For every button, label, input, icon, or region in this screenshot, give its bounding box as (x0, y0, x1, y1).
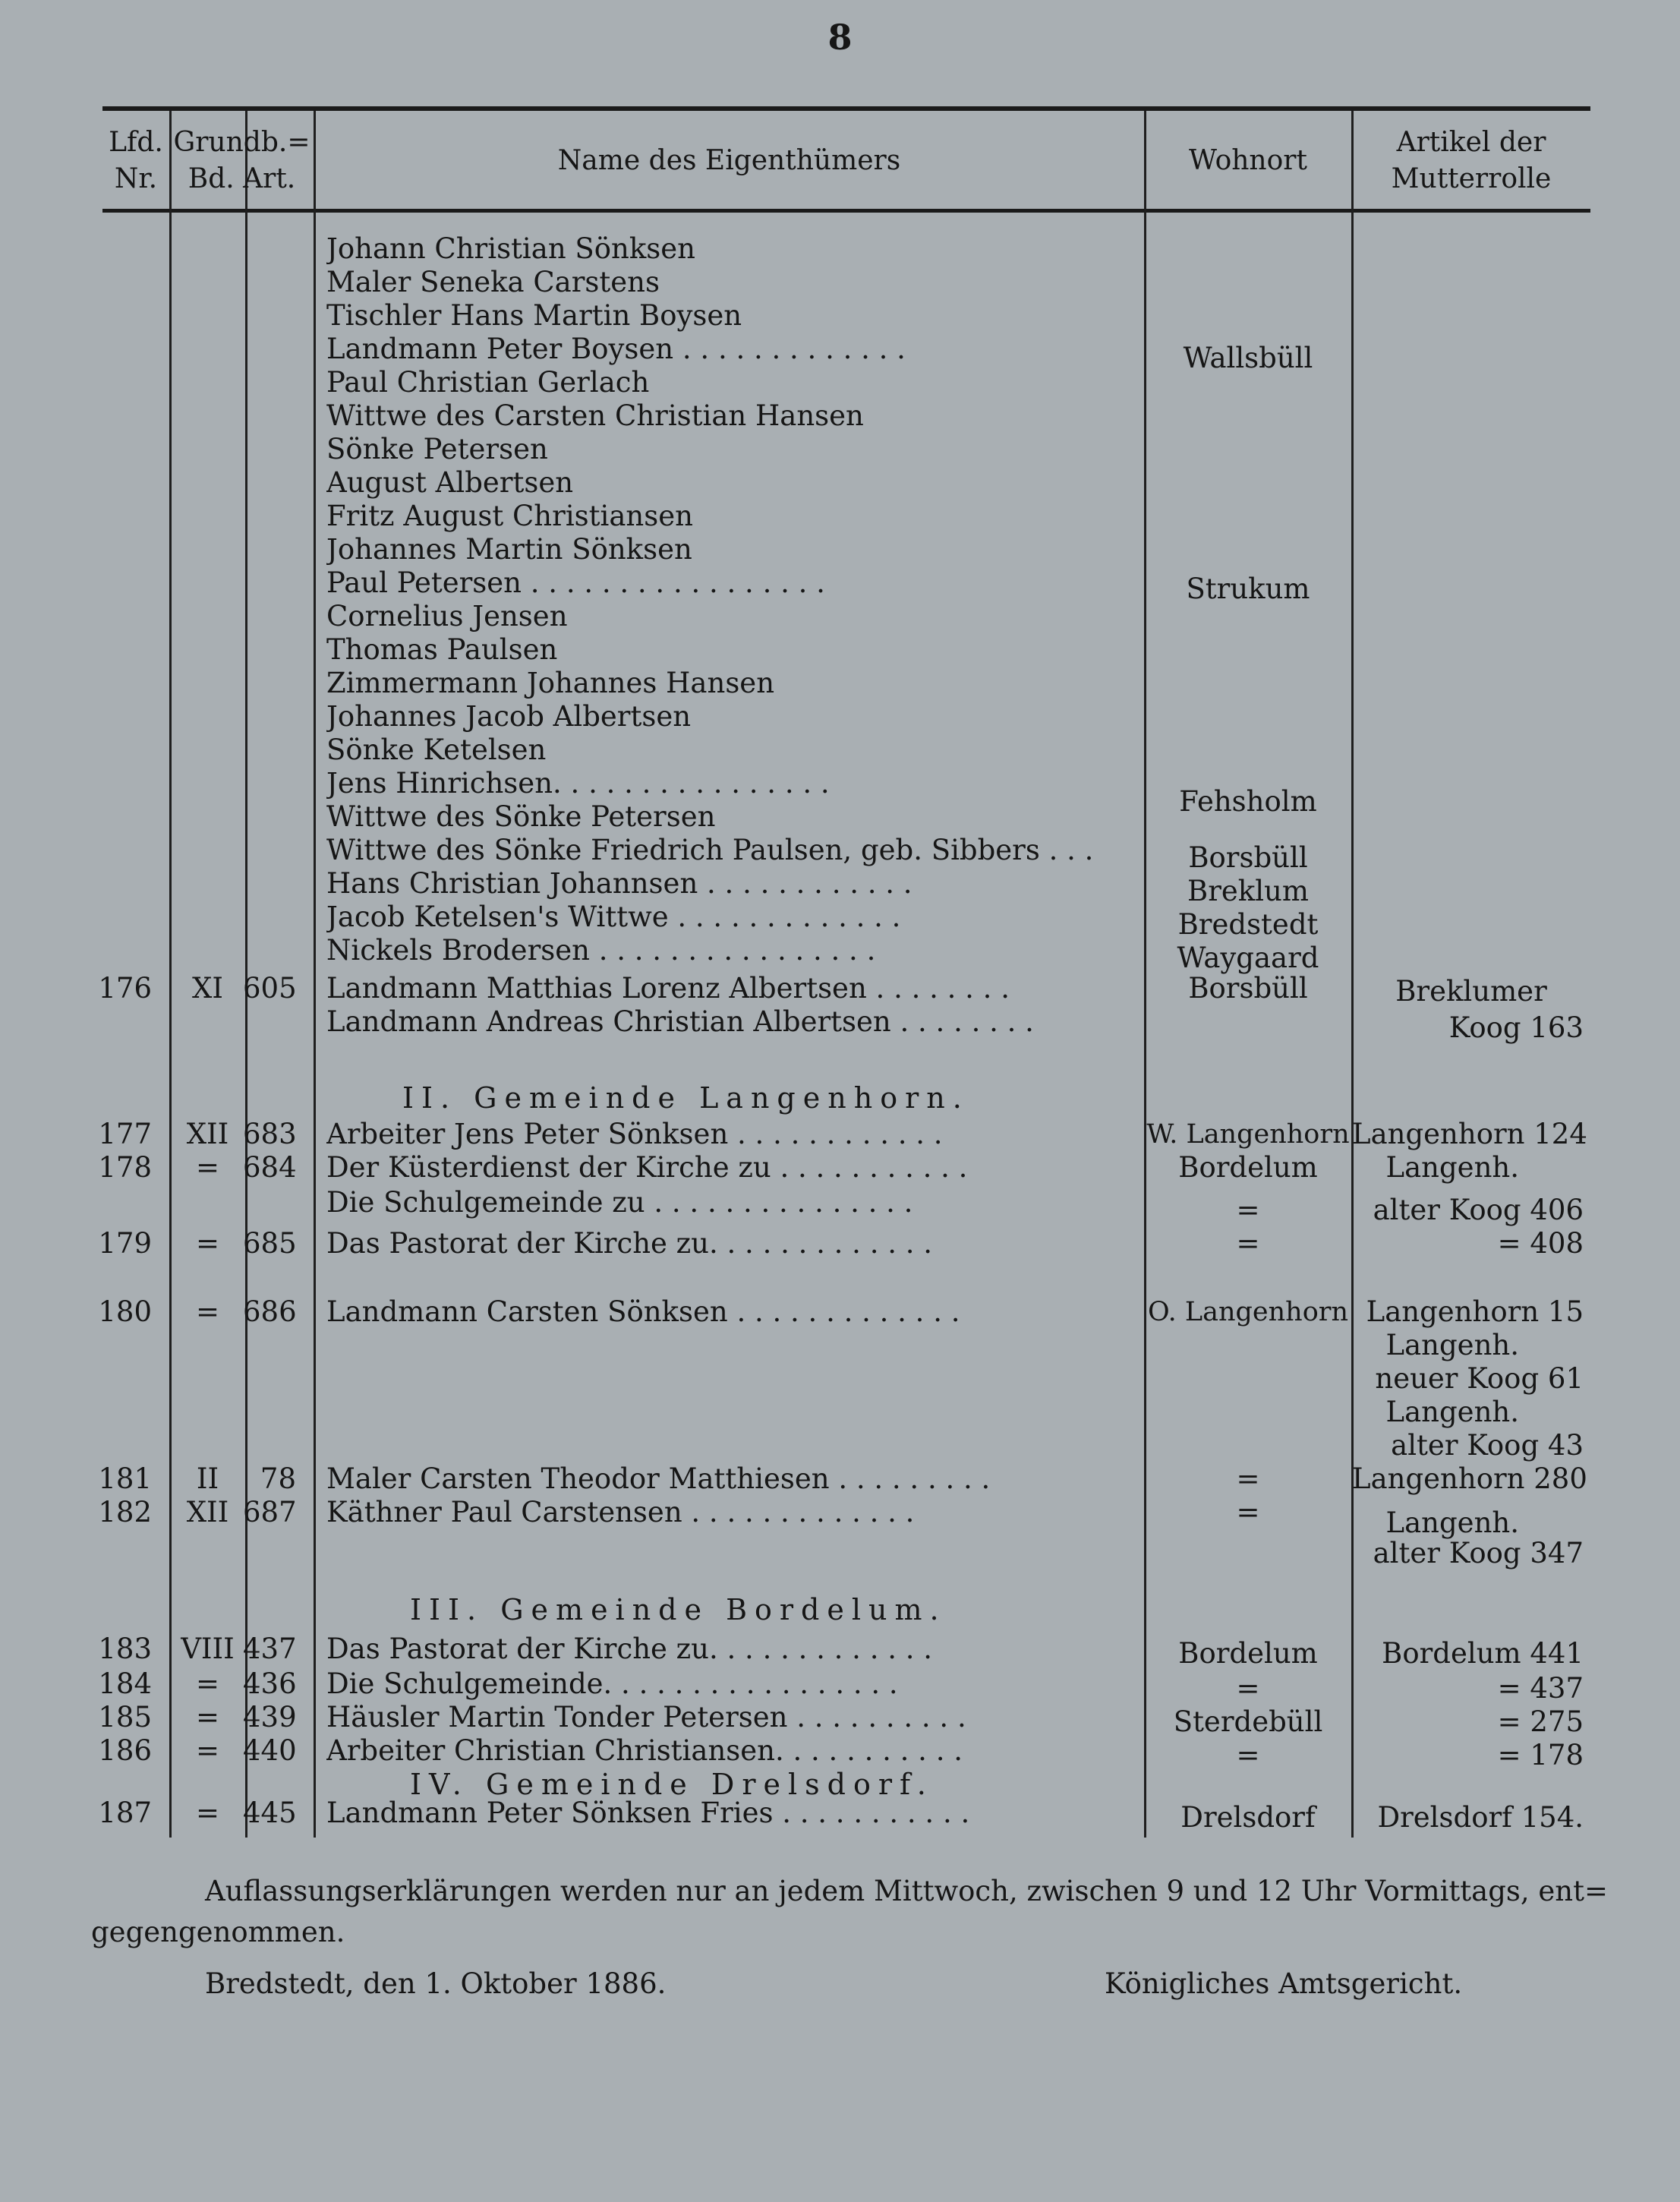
wohnort: Fehsholm (1179, 785, 1317, 818)
grundbuch-artikel: 445 (243, 1797, 297, 1829)
owner-name: Tischler Hans Martin Boysen (326, 299, 742, 332)
grundbuch-band: XII (186, 1118, 229, 1150)
owner-name: Jens Hinrichsen. . . . . . . . . . . . . . . . (326, 767, 830, 800)
owner-name: Häusler Martin Tonder Petersen . . . . . . . . . . (326, 1701, 966, 1734)
lfd-nr: 177 (98, 1118, 152, 1150)
grundbuch-artikel: 687 (243, 1496, 297, 1528)
mutterrolle-artikel: Langenhorn 15 (1366, 1295, 1584, 1328)
header-name: Name des Eigenthümers (557, 145, 901, 176)
grundbuch-band: = (195, 1701, 219, 1734)
wohnort: Borsbüll (1188, 841, 1308, 874)
owner-name: Arbeiter Christian Christiansen. . . . . . . . . . . (326, 1734, 963, 1767)
mutterrolle-artikel: alter Koog 406 (1373, 1194, 1584, 1226)
header-artikel: Artikel der Mutterrolle (1391, 127, 1552, 194)
owner-name: Fritz August Christiansen (326, 500, 693, 532)
mutterrolle-artikel: alter Koog 43 (1391, 1429, 1584, 1462)
section-title-drelsdorf: IV. Gemeinde Drelsdorf. (410, 1768, 934, 1801)
owner-name: Arbeiter Jens Peter Sönksen . . . . . . . . . . . . (326, 1118, 943, 1150)
wohnort: Wallsbüll (1183, 342, 1313, 374)
place-date: Bredstedt, den 1. Oktober 1886. (205, 1967, 667, 2000)
lfd-nr: 182 (98, 1496, 152, 1528)
owner-name: Landmann Carsten Sönksen . . . . . . . . . . . . . (326, 1295, 960, 1328)
mutterrolle-artikel: Langenh. (1385, 1396, 1519, 1428)
grundbuch-band: = (195, 1797, 219, 1829)
lfd-nr: 186 (98, 1734, 152, 1767)
grundbuch-artikel: 684 (243, 1151, 297, 1184)
wohnort: Borsbüll (1188, 972, 1308, 1005)
owner-name: Der Küsterdienst der Kirche zu . . . . . . . . . . . (326, 1151, 968, 1184)
wohnort: Drelsdorf (1180, 1801, 1316, 1834)
owner-name: Hans Christian Johannsen . . . . . . . . . . . . (326, 867, 912, 900)
owner-name: Nickels Brodersen . . . . . . . . . . . . . . . . (326, 934, 876, 967)
grundbuch-band: = (195, 1734, 219, 1767)
header-rule (102, 209, 1590, 213)
grundbuch-artikel: 683 (243, 1118, 297, 1150)
wohnort: = (1236, 1194, 1260, 1226)
mutterrolle-artikel: Bordelum 441 (1382, 1637, 1584, 1670)
wohnort: = (1236, 1462, 1260, 1495)
owner-name: Johannes Jacob Albertsen (326, 700, 692, 733)
owner-name: Sönke Ketelsen (326, 733, 547, 766)
header-grundbuch: Grundb.= Bd. Art. (173, 127, 310, 194)
owner-name: Das Pastorat der Kirche zu. . . . . . . . . . . . . (326, 1227, 933, 1260)
owner-name: August Albertsen (326, 466, 574, 499)
owner-name: Maler Seneka Carstens (326, 266, 660, 298)
mutterrolle-artikel: = 275 (1497, 1705, 1584, 1738)
owner-name: Thomas Paulsen (326, 633, 558, 666)
header-wohnort: Wohnort (1189, 145, 1307, 176)
grundbuch-artikel: 436 (243, 1667, 297, 1700)
grundbuch-band: XI (192, 972, 223, 1005)
grundbuch-artikel: 437 (243, 1633, 297, 1665)
lfd-nr: 176 (98, 972, 152, 1005)
grundbuch-band: II (196, 1462, 219, 1495)
owner-name: Landmann Matthias Lorenz Albertsen . . . . . . . . (326, 972, 1010, 1005)
mutterrolle-artikel: Langenh. (1385, 1506, 1519, 1539)
owner-name: Die Schulgemeinde zu . . . . . . . . . . . . . . . (326, 1186, 913, 1219)
lfd-nr: 180 (98, 1295, 152, 1328)
owner-name: Die Schulgemeinde. . . . . . . . . . . . . . . . . (326, 1667, 898, 1700)
owner-name: Wittwe des Sönke Petersen (326, 800, 716, 833)
mutterrolle-artikel: = 178 (1497, 1739, 1584, 1771)
mutterrolle-artikel: Langenh. (1385, 1151, 1519, 1184)
grundbuch-band: VIII (181, 1633, 235, 1665)
wohnort: = (1236, 1739, 1260, 1771)
owner-name: Cornelius Jensen (326, 600, 568, 633)
owner-name: Käthner Paul Carstensen . . . . . . . . . . . . . (326, 1496, 915, 1528)
lfd-nr: 185 (98, 1701, 152, 1734)
mutterrolle-artikel: = 437 (1497, 1672, 1584, 1705)
header-lfd-nr: Lfd. Nr. (109, 127, 163, 194)
grundbuch-band: XII (186, 1496, 229, 1528)
owner-name: Paul Petersen . . . . . . . . . . . . . . . . . (326, 566, 825, 599)
column-divider-art (314, 111, 316, 1838)
notice-line-2: gegengenommen. (91, 1916, 345, 1948)
owner-name: Maler Carsten Theodor Matthiesen . . . . . . . . . (326, 1462, 991, 1495)
lfd-nr: 187 (98, 1797, 152, 1829)
mutterrolle-artikel: Drelsdorf 154. (1377, 1801, 1584, 1834)
grundbuch-artikel: 440 (243, 1734, 297, 1767)
wohnort: W. Langenhorn (1146, 1119, 1350, 1150)
grundbuch-artikel: 685 (243, 1227, 297, 1260)
mutterrolle-artikel: = 408 (1497, 1227, 1584, 1260)
wohnort: = (1236, 1227, 1260, 1260)
mutterrolle-artikel: Koog 163 (1448, 1011, 1584, 1044)
grundbuch-band: = (195, 1667, 219, 1700)
mutterrolle-artikel: Langenhorn 280 (1352, 1462, 1587, 1495)
wohnort: = (1236, 1496, 1260, 1528)
lfd-nr: 179 (98, 1227, 152, 1260)
mutterrolle-artikel: alter Koog 347 (1373, 1537, 1584, 1569)
wohnort: Sterdebüll (1173, 1705, 1323, 1738)
owner-name: Wittwe des Carsten Christian Hansen (326, 399, 864, 432)
wohnort: Bordelum (1178, 1637, 1318, 1670)
owner-name: Wittwe des Sönke Friedrich Paulsen, geb. Sibbers . . . (326, 834, 1094, 866)
owner-name: Landmann Peter Sönksen Fries . . . . . . . . . . . (326, 1797, 970, 1829)
grundbuch-artikel: 78 (260, 1462, 296, 1495)
owner-name: Sönke Petersen (326, 433, 548, 465)
lfd-nr: 181 (98, 1462, 152, 1495)
owner-name: Das Pastorat der Kirche zu. . . . . . . . . . . . . (326, 1633, 933, 1665)
column-divider-wohnort (1351, 111, 1354, 1838)
signature: Königliches Amtsgericht. (1105, 1967, 1463, 2000)
owner-name: Paul Christian Gerlach (326, 366, 650, 399)
owner-name: Johann Christian Sönksen (326, 232, 696, 265)
wohnort: O. Langenhorn (1147, 1297, 1349, 1327)
lfd-nr: 178 (98, 1151, 152, 1184)
owner-name: Jacob Ketelsen's Wittwe . . . . . . . . . . . . . (326, 901, 901, 933)
section-title-langenhorn: II. Gemeinde Langenhorn. (402, 1081, 969, 1115)
lfd-nr: 184 (98, 1667, 152, 1700)
mutterrolle-artikel: neuer Koog 61 (1375, 1362, 1584, 1395)
page-number: 8 (827, 17, 853, 58)
grundbuch-band: = (195, 1151, 219, 1184)
mutterrolle-artikel: Breklumer (1395, 975, 1547, 1008)
mutterrolle-artikel: Langenhorn 124 (1352, 1118, 1587, 1150)
mutterrolle-artikel: Langenh. (1385, 1329, 1519, 1361)
section-title-bordelum: III. Gemeinde Bordelum. (410, 1593, 947, 1626)
top-rule (102, 106, 1590, 111)
wohnort: Breklum (1187, 875, 1309, 907)
owner-name: Landmann Peter Boysen . . . . . . . . . . . . . (326, 333, 906, 365)
grundbuch-band: = (195, 1227, 219, 1260)
wohnort: Bordelum (1178, 1151, 1318, 1184)
lfd-nr: 183 (98, 1633, 152, 1665)
grundbuch-artikel: 605 (243, 972, 297, 1005)
grundbuch-band: = (195, 1295, 219, 1328)
owner-name: Zimmermann Johannes Hansen (326, 667, 775, 699)
notice-line-1: Auflassungserklärungen werden nur an jedem Mittwoch, zwischen 9 und 12 Uhr Vormittags, ent= (205, 1875, 1608, 1907)
wohnort: Strukum (1186, 573, 1310, 605)
wohnort: Bredstedt (1177, 908, 1319, 941)
wohnort: Waygaard (1177, 942, 1319, 974)
grundbuch-artikel: 439 (243, 1701, 297, 1734)
owner-name: Johannes Martin Sönksen (326, 533, 692, 566)
grundbuch-artikel: 686 (243, 1295, 297, 1328)
owner-name: Landmann Andreas Christian Albertsen . . . . . . . . (326, 1005, 1034, 1038)
wohnort: = (1236, 1672, 1260, 1705)
